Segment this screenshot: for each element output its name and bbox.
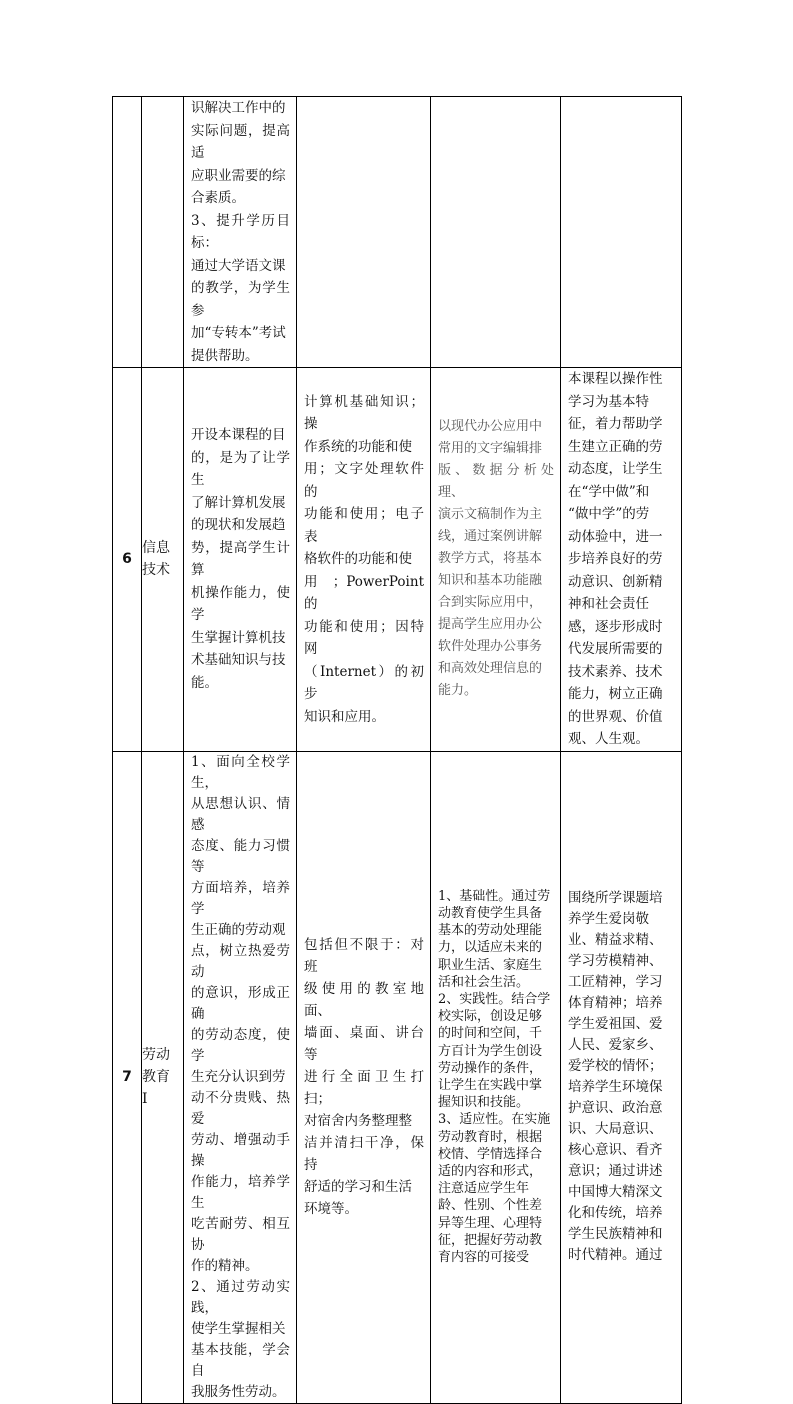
teaching-method-cell	[431, 368, 561, 752]
course-content-cell	[297, 751, 431, 1403]
teaching-method-cell	[431, 97, 561, 368]
course-name	[142, 97, 184, 368]
course-objective-cell	[184, 97, 297, 368]
course-content: 计算机基础知识；操 作系统的功能和使 用；文字处理软件的 功能和使用；电子表 格软件的功能和使 用；PowerPoint 的 功能和使用；因特网 （Internet）的初步 知识和应用。	[304, 393, 424, 725]
course-content-cell	[297, 97, 431, 368]
row-number: 7	[113, 751, 142, 1403]
row-number: 6	[113, 368, 142, 752]
course-content: 包括但不限于：对班 级使用的教室地面、 墙面、桌面、讲台等 进行全面卫生打扫； 对宿舍内务整理整 洁并清扫干净，保持 舒适的学习和生活 环境等。	[304, 937, 424, 1217]
table-row	[113, 368, 682, 752]
ideology-cell	[561, 368, 682, 752]
course-name: 信息 技术	[142, 368, 184, 752]
ideology-element: 本课程以操作性 学习为基本特 征，着力帮助学 生建立正确的劳 动态度，让学生 在“学中做”和 “做中学”的劳 动体验中，进一 步培养良好的劳 动意识、创新精 神和社会责任 感，逐步形成时 代发展所需要的 技术素养、技术 能力，树立正确 的世界观、价值 观、人生观。	[568, 371, 663, 747]
table-row	[113, 97, 682, 368]
course-table	[112, 96, 682, 1404]
course-content-cell	[297, 368, 431, 752]
course-objective: 1、面向全校学生， 从思想认识、情感 态度、能力习惯等 方面培养，培养学 生正确的劳动观 点，树立热爱劳动 的意识，形成正确 的劳动态度，使学 生充分认识到劳 动不分贵贱、热爱 劳动、增强动手操 作能力，培养学生 吃苦耐劳、相互协 作的精神。 2、通过劳动实践， 使学生掌握相关 基本技能，学会自 我服务性劳动。	[191, 753, 290, 1400]
teaching-method: 1、基础性。通过劳 动教育使学生具备 基本的劳动处理能 力，以适应未来的 职业生活、家庭生 活和社会生活。 2、实践性。结合学 校实际，创设足够 的时间和空间，千 方百计为学生创设 劳动操作的条件， 让学生在实践中掌 握知识和技能。 3、适应性。在实施 劳动教育时，根据 校情、学情选择合 适的内容和形式， 注意适应学生年 龄、性别、个性差 异等生理、心理特 征，把握好劳动教 育内容的可接受	[438, 888, 551, 1266]
teaching-method-cell	[431, 751, 561, 1403]
ideology-cell	[561, 751, 682, 1403]
ideology-element: 围绕所学课题培 养学生爱岗敬 业、精益求精、 学习劳模精神、 工匠精神，学习 体育精神；培养 学生爱祖国、爱 人民、爱家乡、 爱学校的情怀； 培养学生环境保 护意识、政治意 识、大局意识、 核心意识、看齐 意识；通过讲述 中国博大精深文 化和传统，培养 学生民族精神和 时代精神。通过	[568, 890, 663, 1263]
ideology-cell	[561, 97, 682, 368]
teaching-method: 以现代办公应用中 常用的文字编辑排 版、数据分析处理、 演示文稿制作为主 线，通过案例讲解 教学方式，将基本 知识和基本功能融 合到实际应用中， 提高学生应用办公 软件处理办公事务 和高效处理信息的 能力。	[438, 419, 554, 699]
course-objective: 开设本课程的目 的，是为了让学生 了解计算机发展 的现状和发展趋 势，提高学生计算 机操作能力，使学 生掌握计算机技 术基础知识与技 能。	[191, 427, 290, 691]
course-objective-cell	[184, 751, 297, 1403]
course-name: 劳动 教育 Ⅰ	[142, 751, 184, 1403]
course-objective-cell	[184, 368, 297, 752]
course-objective: 识解决工作中的 实际问题，提高适 应职业需要的综 合素质。 3、提升学历目标： 通过大学语文课 的教学，为学生参 加“专转本”考试 提供帮助。	[191, 100, 290, 364]
row-number	[113, 97, 142, 368]
table-row	[113, 751, 682, 1403]
